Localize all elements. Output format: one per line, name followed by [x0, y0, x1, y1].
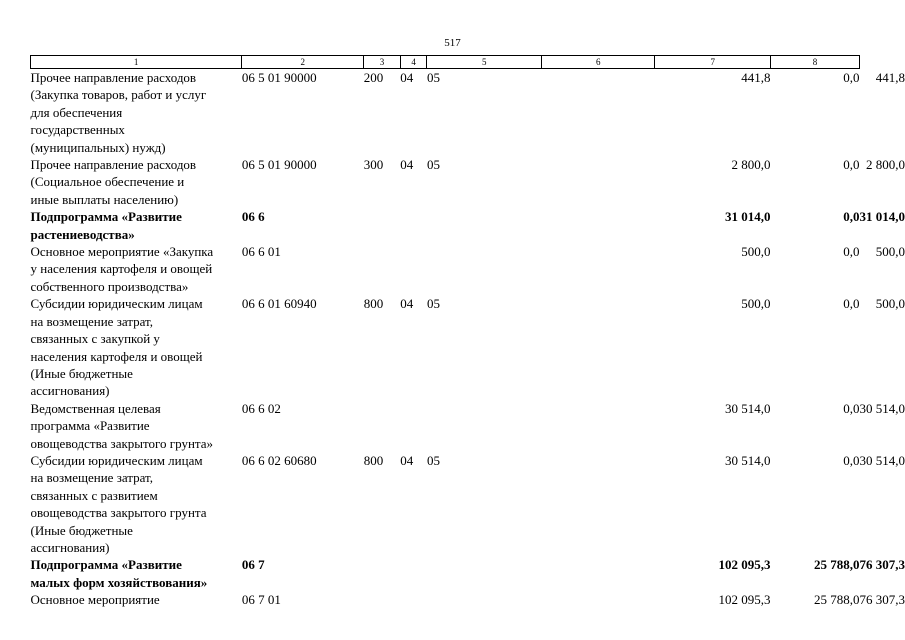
row-total: 500,0 — [741, 296, 771, 312]
row-total: 30 514,0 — [724, 452, 771, 468]
row-subsection — [427, 556, 542, 591]
row-subsection — [427, 591, 542, 608]
row-total: 102 095,3 — [718, 557, 771, 573]
row-name — [31, 156, 242, 208]
row-name-line: иные выплаты населению) — [30, 191, 179, 207]
row-regional-amount: 500,0 — [875, 244, 905, 260]
row-total: 500,0 — [741, 244, 771, 260]
table-row — [31, 156, 905, 208]
row-name-line: на возмещение затрат, — [30, 313, 153, 329]
row-expense-type: 800 — [363, 452, 384, 468]
row-subsection: 05 — [426, 70, 440, 85]
column-number-header-row — [31, 56, 905, 69]
row-column-5 — [542, 295, 655, 399]
row-federal-amount: 0,0 — [843, 209, 860, 225]
row-column-5 — [542, 400, 655, 452]
row-name — [31, 69, 242, 157]
row-name-line: овощеводства закрытого грунта» — [30, 435, 214, 451]
row-name-line: (Иные бюджетные — [30, 365, 133, 381]
row-expense-type: 300 — [363, 157, 384, 173]
page-number: 517 — [444, 37, 461, 49]
row-regional-amount: 76 307,3 — [859, 557, 905, 573]
row-name — [31, 295, 242, 399]
row-federal-amount: 0,0 — [843, 400, 860, 416]
row-federal-amount: 25 788,0 — [814, 557, 860, 573]
budget-table — [30, 55, 905, 609]
row-total: 31 014,0 — [724, 209, 771, 225]
row-column-5 — [542, 452, 655, 556]
row-subsection — [427, 400, 542, 452]
row-federal-amount: 0,0 — [843, 157, 860, 173]
row-program-code: 06 7 — [241, 557, 265, 573]
row-name-line: ассигнования) — [30, 383, 110, 399]
row-name-line: Субсидии юридическим лицам — [30, 452, 203, 468]
row-name-line: Основное мероприятие «Закупка — [30, 244, 214, 260]
column-header-4: 4 — [400, 56, 427, 69]
row-column-5 — [542, 556, 655, 591]
row-regional-amount: 30 514,0 — [859, 400, 905, 416]
row-regional-amount: 31 014,0 — [859, 209, 905, 225]
row-name-line: растениеводства» — [30, 226, 135, 242]
row-name-line: собственного производства» — [30, 278, 189, 294]
row-federal-amount: 0,0 — [843, 452, 860, 468]
row-subsection: 05 — [426, 157, 440, 173]
row-section — [400, 556, 427, 591]
row-expense-type — [364, 556, 401, 591]
row-name-line: на возмещение затрат, — [30, 470, 153, 486]
row-name-line: для обеспечения — [30, 104, 123, 120]
row-federal-amount: 0,0 — [843, 244, 860, 260]
row-name-line: у населения картофеля и овощей — [30, 261, 213, 277]
row-section: 04 — [400, 70, 414, 85]
row-federal-amount: 0,0 — [843, 70, 860, 85]
table-row — [31, 556, 905, 591]
row-program-code: 06 6 02 60680 — [241, 452, 317, 468]
row-subsection — [427, 208, 542, 243]
row-column-5 — [542, 243, 655, 295]
row-section — [400, 400, 427, 452]
row-program-code: 06 5 01 90000 — [241, 70, 317, 85]
row-expense-type — [364, 400, 401, 452]
row-name-line: малых форм хозяйствования» — [30, 574, 208, 590]
row-total: 2 800,0 — [731, 157, 771, 173]
row-section — [400, 591, 427, 608]
row-regional-amount: 441,8 — [875, 69, 905, 85]
row-name-line: Подпрограмма «Развитие — [30, 209, 182, 225]
row-subsection: 05 — [426, 296, 440, 312]
row-name-line: населения картофеля и овощей — [30, 348, 203, 364]
row-program-code: 06 6 01 — [241, 244, 281, 260]
row-column-5 — [542, 591, 655, 608]
table-body — [31, 69, 905, 609]
row-name-line: овощеводства закрытого грунта — [30, 505, 207, 521]
row-regional-amount: 76 307,3 — [859, 592, 905, 608]
row-name — [31, 452, 242, 556]
row-expense-type — [364, 591, 401, 608]
row-program-code: 06 5 01 90000 — [241, 157, 317, 173]
table-row — [31, 243, 905, 295]
row-expense-type — [364, 243, 401, 295]
table-row — [31, 208, 905, 243]
row-name-line: Подпрограмма «Развитие — [30, 557, 182, 573]
row-total: 102 095,3 — [718, 592, 771, 608]
row-name-line: (Социальное обеспечение и — [30, 174, 185, 190]
column-header-5: 5 — [427, 56, 542, 69]
row-federal-amount: 25 788,0 — [814, 592, 860, 608]
table-row — [31, 591, 905, 608]
row-name-line: Субсидии юридическим лицам — [30, 296, 203, 312]
row-expense-type: 800 — [363, 296, 384, 312]
row-expense-type: 200 — [363, 70, 384, 85]
row-total: 441,8 — [741, 70, 771, 85]
row-program-code: 06 6 02 — [241, 400, 281, 416]
table-row — [31, 452, 905, 556]
row-name-line: (Иные бюджетные — [30, 522, 133, 538]
column-header-6: 6 — [542, 56, 655, 69]
row-name-line: (Закупка товаров, работ и услуг — [30, 87, 207, 103]
row-name — [31, 591, 242, 608]
row-name — [31, 208, 242, 243]
row-section — [400, 208, 427, 243]
row-name-line: связанных с закупкой у — [30, 331, 160, 347]
row-name-line: программа «Развитие — [30, 418, 150, 434]
table-row — [31, 69, 905, 157]
row-program-code: 06 6 01 60940 — [241, 296, 317, 312]
column-header-8: 8 — [770, 56, 859, 69]
row-section: 04 — [400, 296, 414, 312]
row-federal-amount: 0,0 — [843, 296, 860, 312]
row-subsection: 05 — [426, 452, 440, 468]
row-name — [31, 556, 242, 591]
row-regional-amount: 30 514,0 — [859, 452, 905, 468]
row-column-5 — [542, 208, 655, 243]
row-program-code: 06 7 01 — [241, 592, 281, 608]
row-name-line: ассигнования) — [30, 539, 110, 555]
row-regional-amount: 500,0 — [875, 296, 905, 312]
column-header-7: 7 — [655, 56, 770, 69]
row-name-line: Ведомственная целевая — [30, 400, 161, 416]
row-name-line: Прочее направление расходов — [30, 70, 197, 85]
row-name — [31, 243, 242, 295]
table-row — [31, 295, 905, 399]
row-name-line: (муниципальных) нужд) — [30, 139, 166, 155]
row-name-line: Основное мероприятие — [30, 592, 160, 608]
column-header-1: 1 — [31, 56, 242, 69]
row-name-line: Прочее направление расходов — [30, 157, 197, 173]
row-section — [400, 243, 427, 295]
row-subsection — [427, 243, 542, 295]
row-column-5 — [542, 156, 655, 208]
row-name-line: связанных с развитием — [30, 487, 158, 503]
row-name — [31, 400, 242, 452]
row-program-code: 06 6 — [241, 209, 265, 225]
table-row — [31, 400, 905, 452]
row-expense-type — [364, 208, 401, 243]
column-header-2: 2 — [242, 56, 364, 69]
row-section: 04 — [400, 452, 414, 468]
column-header-3: 3 — [364, 56, 401, 69]
row-column-5 — [542, 69, 655, 157]
row-section: 04 — [400, 157, 414, 173]
row-regional-amount: 2 800,0 — [866, 157, 905, 173]
row-name-line: государственных — [30, 122, 125, 138]
row-total: 30 514,0 — [724, 400, 771, 416]
